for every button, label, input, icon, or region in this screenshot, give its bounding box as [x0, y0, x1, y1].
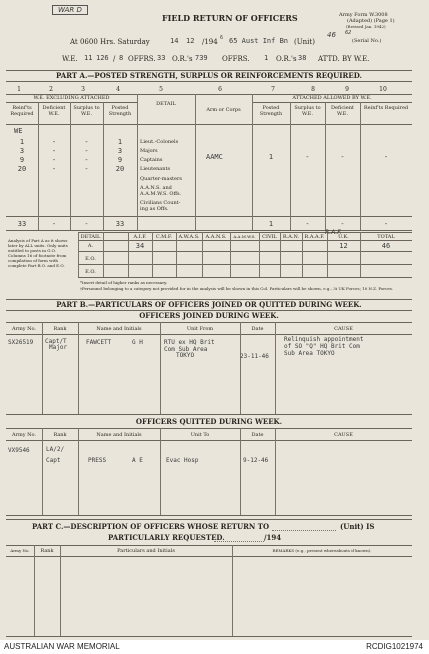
row-c4: 3 [117, 147, 123, 155]
footer-id: RCDIG1021974 [366, 642, 423, 651]
joined-vline [42, 322, 43, 414]
row-c1: 3 [19, 147, 25, 155]
joined-heading: OFFICERS JOINED DURING WEEK. [139, 311, 279, 320]
ors-value: 739 [195, 54, 208, 62]
quitted-bottom [6, 515, 412, 516]
joined-army-no: SX26519 [8, 339, 34, 346]
part-b-heading: PART B.—PARTICULARS OF OFFICERS JOINED OR QUITTED DURING WEEK. [6, 299, 412, 311]
part-c-col-rank: Rank [40, 548, 54, 554]
joined-col-cause: CAUSE [334, 326, 353, 332]
joined-top [6, 322, 412, 323]
joined-unit-3: TOKYO [176, 352, 195, 359]
col-num-7: 7 [271, 86, 275, 93]
part-a-vline [137, 94, 138, 230]
quitted-col-cause: CAUSE [334, 432, 353, 438]
total-c8: - [305, 220, 310, 228]
col-num-10: 10 [379, 86, 387, 93]
analysis-head-cmf: C.M.F. [155, 234, 173, 240]
analysis-head-awas: A.W.A.S. [178, 234, 200, 240]
part-c-heading: PART C.—DESCRIPTION OF OFFICERS WHOSE RETURN TO [32, 522, 270, 531]
part-c-year: /194 [264, 533, 282, 542]
we-offrs: 11 [84, 54, 93, 62]
we-suffix: 8 [119, 54, 124, 62]
row-detail: ing as Offs. [140, 206, 169, 212]
row-c3: - [84, 138, 89, 146]
row-c1: 20 [17, 165, 27, 173]
analysis-head-detail: DETAIL [80, 234, 101, 240]
year-prefix: /194 [202, 38, 218, 46]
part-c-head-top [6, 545, 412, 546]
part-c-unit-label: (Unit) IS [340, 522, 375, 531]
head-reinf-required: Reinf'ts Required [10, 105, 34, 117]
row-detail: A.A.M.W.S. Offs. [140, 191, 182, 197]
form-number-suffix: 62 [345, 30, 352, 36]
part-a-bottom [6, 230, 412, 231]
part-c-heading-2: PARTICULARLY REQUESTED. [108, 533, 225, 542]
date-month: 12 [186, 37, 195, 45]
row-c2: - [51, 165, 57, 173]
joined-col-unit: Unit From [186, 326, 214, 332]
joined-date: 23-11-46 [240, 353, 269, 360]
joined-vline [275, 322, 276, 414]
col-num-9: 9 [345, 86, 349, 93]
analysis-row-label: E.O. [85, 269, 96, 275]
joined-bottom [6, 414, 412, 415]
total-c1: 33 [17, 220, 27, 228]
part-c-bottom [6, 636, 412, 637]
part-c-vline [34, 545, 35, 636]
joined-name: FAWCETT [86, 339, 112, 346]
attd-label: ATTD. BY W.E. [318, 55, 370, 63]
quitted-top [6, 428, 412, 429]
footer-source: AUSTRALIAN WAR MEMORIAL [4, 642, 120, 651]
joined-rank: Capt/T [45, 338, 67, 345]
row-c1: 1 [19, 138, 25, 146]
quitted-date: 9-12-46 [243, 457, 269, 464]
quitted-col-unit: Unit To [190, 432, 210, 438]
total-c9: - [340, 220, 345, 228]
adapted-label: (Adapted) (Page 1) [347, 18, 395, 24]
ors2-value: 38 [298, 54, 307, 62]
part-a-vline [360, 102, 361, 230]
row-c3: - [84, 147, 89, 155]
quitted-vline [275, 428, 276, 515]
analysis-head-raaf: R.A.A.F. [304, 234, 325, 240]
revised-label: (Revised Jan. 1942) [346, 24, 386, 29]
part-c-unit-dots [272, 530, 336, 531]
total-c7: 1 [268, 220, 274, 228]
quitted-col-armyno: Army No. [11, 432, 37, 438]
unit-name: 65 Aust Inf Bn [229, 37, 289, 45]
part-a-vline [195, 94, 196, 230]
joined-col-name: Name and Initials [96, 326, 142, 332]
army-form-label: Army Form W.3008 [339, 12, 388, 18]
part-c-date-dots [214, 541, 264, 542]
unit-label: (Unit) [294, 38, 315, 46]
quitted-unit: Evac Hosp [166, 457, 199, 464]
analysis-row-aif: 34 [135, 242, 145, 250]
col-num-1: 1 [17, 86, 21, 93]
joined-vline [78, 322, 79, 414]
we-label: W.E. [62, 55, 78, 63]
ors-label: O.R.'s [172, 55, 193, 63]
joined-vline [240, 322, 241, 414]
offrs2-value: 1 [264, 54, 269, 62]
joined-rank-2: Major [49, 344, 68, 351]
analysis-head-aans: A.A.N.S. [205, 234, 227, 240]
we-ors: 126 [96, 54, 109, 62]
war-diary-stamp: WAR D [52, 5, 88, 15]
analysis-row-uk: 12 [339, 242, 348, 250]
row-detail: Captains [140, 157, 163, 163]
part-a-heading: PART A.—POSTED STRENGTH, SURPLUS OR REINFORCEMENTS REQUIRED. [6, 70, 412, 82]
row-c2: - [51, 147, 57, 155]
we-slash: / [113, 55, 116, 63]
row-c4: 1 [117, 138, 123, 146]
quitted-army-no: VX9546 [8, 447, 30, 454]
analysis-head-aamws: A.A.M.W.S. [233, 234, 256, 239]
attached-deficient: - [340, 153, 345, 161]
part-a-head-bottom [6, 124, 412, 125]
col-num-8: 8 [311, 86, 315, 93]
quitted-vline [240, 428, 241, 515]
quitted-vline [78, 428, 79, 515]
joined-unit-2: Com Sub Area [164, 346, 208, 353]
attached-posted: 1 [268, 153, 274, 161]
joined-col-date: Date [251, 326, 264, 332]
ors2-label: O.R.'s [276, 55, 297, 63]
total-c2: - [51, 220, 57, 228]
quitted-initials: A E [132, 457, 143, 464]
attached-reinf: - [383, 153, 389, 161]
row-detail: Quarter-masters [140, 176, 182, 182]
col-num-4: 4 [116, 86, 120, 93]
part-c-col-particulars: Particulars and Initials [117, 548, 175, 554]
analysis-row-total: 46 [381, 242, 391, 250]
quitted-col-rank: Rank [53, 432, 67, 438]
analysis-row-label: A. [87, 243, 94, 249]
joined-cause-2: of SO "Q" HQ Brit Com [284, 343, 360, 350]
analysis-note: Analysis of Part A as it shows later by ALL units. Only units entitled to posts in G.O. Columns 16 of footnote from compilation of form with complete Part B.O. and E.O. [8, 238, 68, 268]
head-posted: Posted Strength [108, 105, 132, 117]
row-detail: Majors [140, 148, 158, 154]
row-c4: 20 [115, 165, 125, 173]
attached-surplus: - [305, 153, 310, 161]
part-a-subhead-line [6, 102, 137, 103]
col-num-2: 2 [49, 86, 53, 93]
analysis-head-civil: CIVIL [262, 234, 277, 240]
head-posted-att: Posted Strength [259, 105, 283, 117]
col-num-3: 3 [81, 86, 85, 93]
joined-initials: G H [132, 339, 143, 346]
offrs2-label: OFFRS. [222, 55, 250, 63]
row-detail: A.A.N.S. and [140, 185, 172, 191]
analysis-vline [103, 232, 104, 277]
form-title: FIELD RETURN OF OFFICERS [162, 13, 298, 23]
part-c-top [6, 519, 412, 520]
quitted-col-date: Date [251, 432, 264, 438]
row-c4: 9 [117, 156, 123, 164]
raaf-handwritten: R.A.F. [325, 229, 342, 236]
allowed-header: ATTACHED ALLOWED BY W.E. [292, 95, 372, 101]
row-detail: Lieut.-Colonels [140, 139, 179, 145]
head-reinf-att: Reinf'ts Required [363, 105, 409, 111]
offrs-value: 33 [157, 54, 166, 62]
head-deficient: Deficient W.E. [42, 105, 66, 117]
part-c-vline [232, 545, 233, 636]
year-digit: 6 [220, 35, 224, 41]
row-we-c1: WE [14, 127, 23, 135]
part-c-head-bottom [6, 556, 412, 557]
row-c3: - [84, 156, 89, 164]
quitted-col-name: Name and Initials [96, 432, 142, 438]
row-c2: - [51, 156, 57, 164]
head-surplus: Surplus to W.E. [73, 105, 100, 117]
joined-unit: RTU ex HQ Brit [164, 339, 215, 346]
quitted-rank-2: Capt [46, 457, 61, 464]
joined-cause-3: Sub Area TOKYO [284, 350, 335, 357]
at-label: At 0600 Hrs. Saturday [70, 38, 150, 46]
analysis-row-label: E.O. [85, 256, 96, 262]
part-c-col-remarks: REMARKS (e.g., present whereabouts if known). [272, 548, 372, 553]
part-a-total-line [6, 216, 412, 217]
head-arm-corps: Arm or Corps [206, 107, 241, 113]
row-c2: - [51, 138, 57, 146]
part-a-subhead-line-right [252, 102, 412, 103]
excl-header: W.E. EXCLUDING ATTACHED [33, 95, 110, 101]
row-c1: 9 [19, 156, 25, 164]
quitted-vline [160, 428, 161, 515]
quitted-heading: OFFICERS QUITTED DURING WEEK. [135, 417, 283, 426]
col-num-5: 5 [159, 86, 163, 93]
analysis-head-uk: U.K. [338, 234, 349, 240]
part-a-vline [290, 102, 291, 230]
joined-col-rank: Rank [53, 326, 67, 332]
analysis-head-ran: R.A.N. [282, 234, 300, 240]
total-c3: - [84, 220, 89, 228]
joined-cause: Relinquish appointment [284, 336, 364, 343]
part-a-vline [325, 102, 326, 230]
col-num-6: 6 [218, 86, 222, 93]
quitted-rank: LA/2/ [46, 446, 65, 453]
row-c3: - [84, 165, 89, 173]
head-deficient-att: Deficient W.E. [331, 105, 354, 117]
form-number: 46 [327, 31, 336, 39]
total-c10: - [383, 220, 389, 228]
date-day: 14 [170, 37, 179, 45]
row-detail: Civilians Count- [140, 200, 181, 206]
quitted-head-line [6, 440, 412, 441]
head-surplus-att: Surplus to W.E. [294, 105, 321, 117]
joined-head-line [6, 334, 412, 335]
part-c-col-armyno: Army No. [10, 548, 30, 553]
serial-label: (Serial No.) [352, 38, 382, 44]
total-c4: 33 [115, 220, 125, 228]
joined-vline [160, 322, 161, 414]
quitted-name: PRESS [88, 457, 107, 464]
quitted-vline [42, 428, 43, 515]
footnote-1: *Insert detail of higher ranks as necessary. [80, 280, 168, 285]
analysis-head-total: TOTAL [377, 234, 395, 240]
row-detail: Lieutenants [140, 166, 171, 172]
archive-footer [0, 640, 429, 654]
attached-arm: AAMC [206, 153, 223, 161]
joined-col-armyno: Army No. [11, 326, 37, 332]
head-detail: DETAIL [156, 101, 176, 107]
part-c-vline [60, 545, 61, 636]
analysis-bottom [78, 277, 412, 278]
analysis-head-aif: A.I.F. [133, 234, 147, 240]
footnote-2: †Personnel belonging to a category not provided for in the analysis will be shown in this Col. Particulars will be shown, e.g., 3i UK Forces; 10 N.Z. Forces. [80, 286, 394, 291]
offrs-label: OFFRS. [128, 55, 156, 63]
